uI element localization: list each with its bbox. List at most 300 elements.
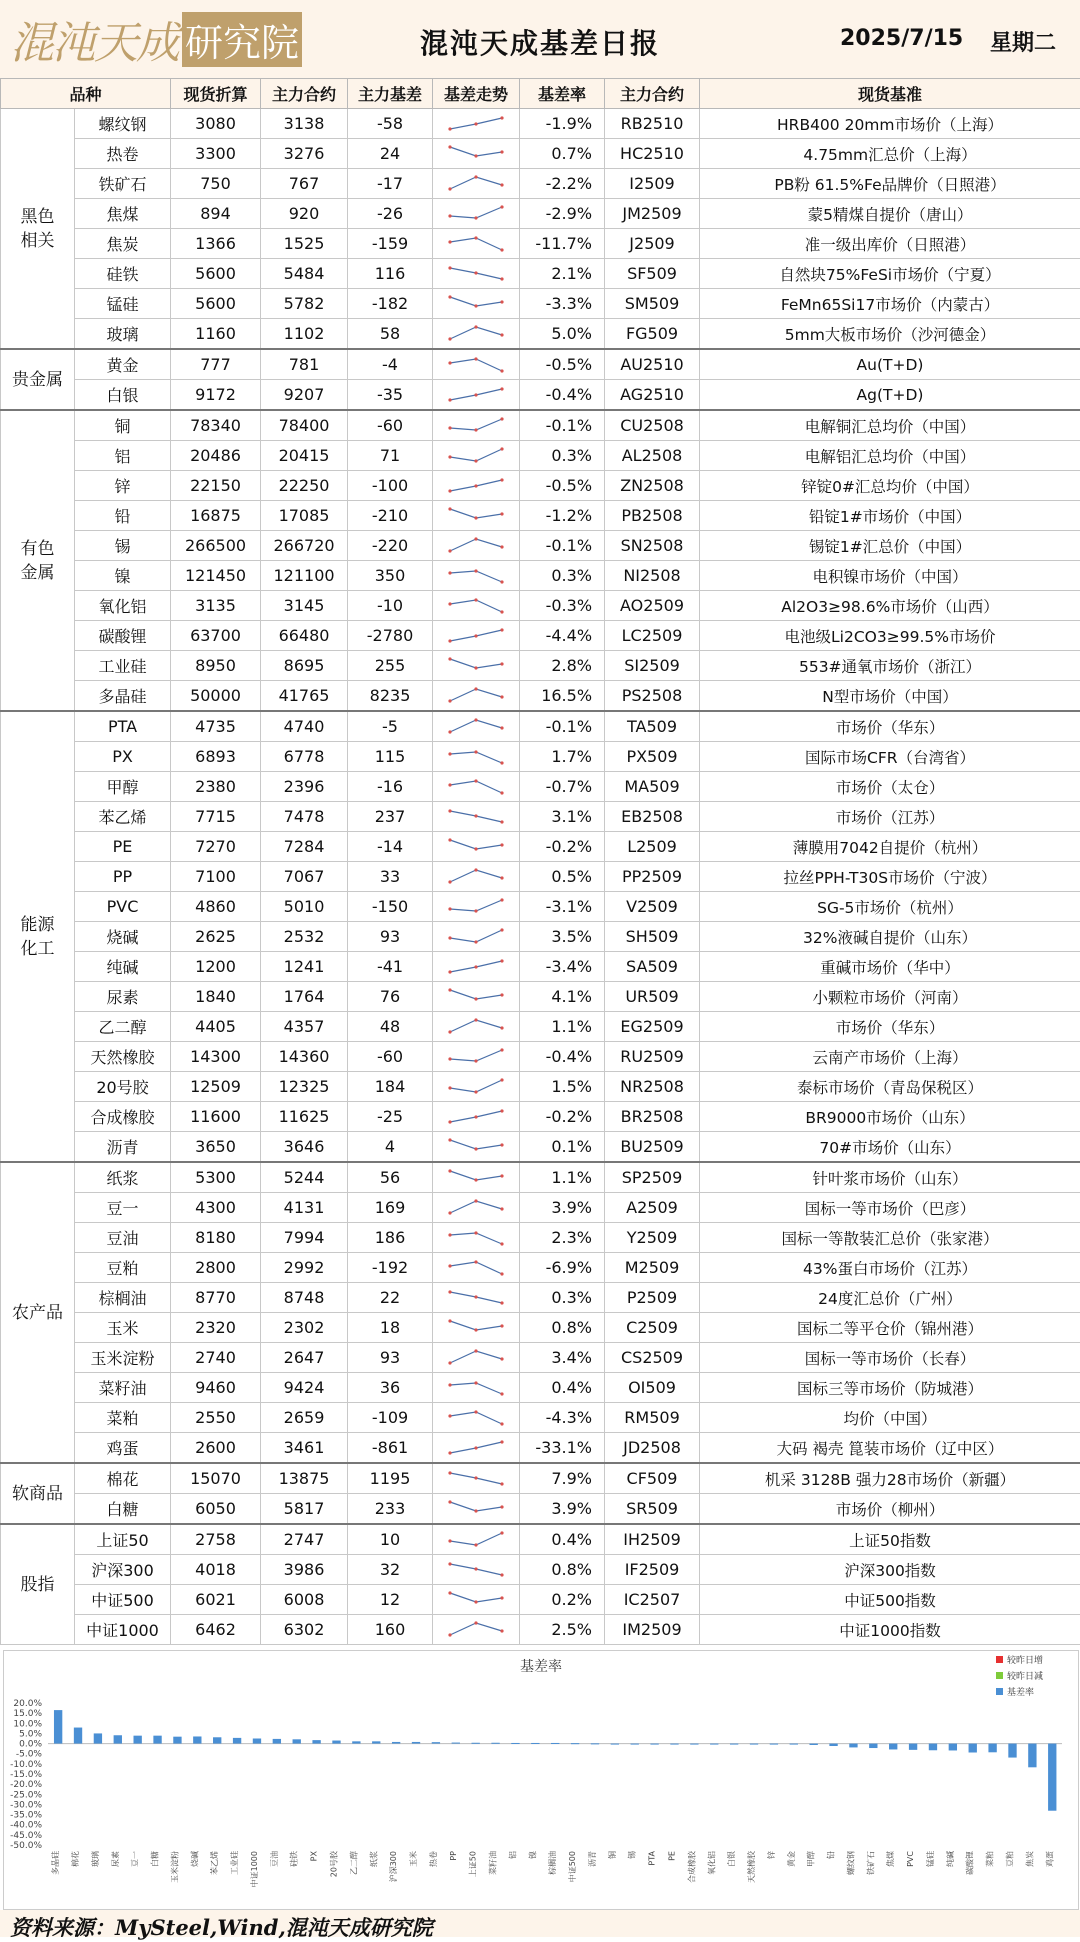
contract-price-cell: 781 — [261, 349, 348, 380]
sparkline-point — [500, 928, 503, 931]
basis-trend-cell — [433, 651, 520, 681]
spot-price-cell: 11600 — [171, 1102, 261, 1132]
spot-price-cell: 3300 — [171, 139, 261, 169]
basis-trend-sparkline — [446, 354, 506, 376]
variety-cell: 铜 — [75, 410, 171, 441]
bar-basis-rate — [452, 1743, 460, 1744]
basis-trend-cell — [433, 922, 520, 952]
sparkline-point — [448, 240, 451, 243]
basis-rate-cell: -0.2% — [520, 1102, 605, 1132]
variety-cell: 中证1000 — [75, 1615, 171, 1645]
basis-rate-cell: -0.7% — [520, 772, 605, 802]
contract-price-cell: 5484 — [261, 259, 348, 289]
sparkline-point — [448, 639, 451, 642]
contract-price-cell: 41765 — [261, 681, 348, 712]
bar-basis-rate — [1008, 1744, 1016, 1758]
basis-cell: 48 — [348, 1012, 433, 1042]
spot-price-cell: 5600 — [171, 259, 261, 289]
basis-trend-sparkline — [446, 143, 506, 165]
x-tick-label: 棕榈油 — [547, 1851, 557, 1875]
spot-benchmark-cell: Au(T+D) — [700, 349, 1080, 380]
spot-benchmark-cell: 针叶浆市场价（山东） — [700, 1162, 1080, 1193]
basis-rate-cell: 1.1% — [520, 1012, 605, 1042]
sparkline-point — [474, 1328, 477, 1331]
bar-basis-rate — [650, 1744, 658, 1745]
variety-cell: 铅 — [75, 501, 171, 531]
sparkline-point — [448, 361, 451, 364]
table-row — [1, 772, 1080, 802]
variety-cell: 碳酸锂 — [75, 621, 171, 651]
basis-cell: 56 — [348, 1162, 433, 1193]
contract-code-cell: SH509 — [605, 922, 700, 952]
spot-benchmark-cell: Al2O3≥98.6%市场价（山西） — [700, 591, 1080, 621]
basis-trend-sparkline — [446, 655, 506, 677]
variety-cell: 黄金 — [75, 349, 171, 380]
data-source: 资料来源：MySteel,Wind,混沌天成研究院 — [10, 1912, 433, 1942]
basis-cell: 237 — [348, 802, 433, 832]
table-row — [1, 139, 1080, 169]
spot-benchmark-cell: 锌锭0#汇总均价（中国） — [700, 471, 1080, 501]
x-tick-label: 氧化铝 — [706, 1851, 716, 1875]
sparkline-line — [450, 1383, 502, 1394]
bar-basis-rate — [790, 1744, 798, 1745]
contract-price-cell: 6302 — [261, 1615, 348, 1645]
basis-rate-cell: -4.3% — [520, 1403, 605, 1433]
spot-price-cell: 2380 — [171, 772, 261, 802]
basis-trend-cell — [433, 1132, 520, 1163]
bar-basis-rate — [233, 1738, 241, 1744]
basis-trend-sparkline — [446, 113, 506, 135]
bar-basis-rate — [193, 1736, 201, 1743]
spot-price-cell: 2758 — [171, 1524, 261, 1555]
sparkline-point — [474, 1509, 477, 1512]
sparkline-point — [448, 752, 451, 755]
spot-price-cell: 4300 — [171, 1193, 261, 1223]
basis-cell: -109 — [348, 1403, 433, 1433]
sparkline-point — [500, 1048, 503, 1051]
variety-cell: 白银 — [75, 380, 171, 411]
basis-rate-cell: 4.1% — [520, 982, 605, 1012]
sparkline-point — [500, 1422, 503, 1425]
bar-basis-rate — [491, 1743, 499, 1744]
report-date: 2025/7/15 — [840, 26, 963, 51]
x-tick-label: PX — [310, 1850, 319, 1861]
col-header-main-basis: 主力基差 — [348, 79, 433, 109]
table-row — [1, 319, 1080, 350]
basis-trend-cell — [433, 1615, 520, 1645]
basis-cell: 115 — [348, 742, 433, 772]
table-row — [1, 1615, 1080, 1645]
basis-rate-cell: 3.4% — [520, 1343, 605, 1373]
spot-benchmark-cell: 电积镍市场价（中国） — [700, 561, 1080, 591]
sparkline-point — [448, 398, 451, 401]
bar-basis-rate — [611, 1744, 619, 1745]
x-tick-label: 豆油 — [269, 1851, 279, 1867]
bar-basis-rate — [54, 1710, 62, 1743]
sparkline-point — [448, 1414, 451, 1417]
contract-code-cell: M2509 — [605, 1253, 700, 1283]
group-label: 能源 化工 — [1, 711, 75, 1162]
sparkline-line — [450, 419, 502, 430]
contract-price-cell: 920 — [261, 199, 348, 229]
basis-cell: 350 — [348, 561, 433, 591]
basis-trend-sparkline — [446, 956, 506, 978]
sparkline-point — [500, 277, 503, 280]
contract-price-cell: 1241 — [261, 952, 348, 982]
spot-price-cell: 8180 — [171, 1223, 261, 1253]
spot-price-cell: 22150 — [171, 471, 261, 501]
x-tick-label: 沪深300 — [388, 1851, 398, 1882]
basis-rate-cell: -6.9% — [520, 1253, 605, 1283]
spot-benchmark-cell: 自然块75%FeSi市场价（宁夏） — [700, 259, 1080, 289]
contract-code-cell: OI509 — [605, 1373, 700, 1403]
bar-basis-rate — [1048, 1744, 1056, 1811]
sparkline-point — [500, 791, 503, 794]
x-tick-label: 甲醇 — [806, 1851, 816, 1867]
spot-benchmark-cell: 国标一等市场价（长春） — [700, 1343, 1080, 1373]
contract-code-cell: FG509 — [605, 319, 700, 350]
basis-cell: 8235 — [348, 681, 433, 712]
spot-benchmark-cell: 云南产市场价（上海） — [700, 1042, 1080, 1072]
y-tick-label: 0.0% — [19, 1740, 42, 1750]
basis-trend-cell — [433, 349, 520, 380]
bar-basis-rate — [94, 1733, 102, 1743]
basis-trend-cell — [433, 199, 520, 229]
sparkline-point — [500, 1324, 503, 1327]
variety-cell: 白糖 — [75, 1494, 171, 1525]
basis-cell: -16 — [348, 772, 433, 802]
basis-trend-sparkline — [446, 836, 506, 858]
table-row — [1, 561, 1080, 591]
legend-swatch — [996, 1672, 1003, 1679]
spot-benchmark-cell: 4.75mm汇总价（上海） — [700, 139, 1080, 169]
sparkline-point — [448, 489, 451, 492]
basis-trend-sparkline — [446, 1619, 506, 1641]
basis-trend-cell — [433, 772, 520, 802]
spot-price-cell: 266500 — [171, 531, 261, 561]
spot-price-cell: 9460 — [171, 1373, 261, 1403]
sparkline-point — [500, 628, 503, 631]
variety-cell: 锌 — [75, 471, 171, 501]
basis-cell: -4 — [348, 349, 433, 380]
basis-rate-cell: -1.2% — [520, 501, 605, 531]
contract-price-cell: 2532 — [261, 922, 348, 952]
table-row — [1, 1313, 1080, 1343]
basis-cell: 1195 — [348, 1463, 433, 1494]
basis-trend-sparkline — [446, 776, 506, 798]
variety-cell: 玻璃 — [75, 319, 171, 350]
contract-price-cell: 121100 — [261, 561, 348, 591]
variety-cell: 苯乙烯 — [75, 802, 171, 832]
table-row — [1, 1555, 1080, 1585]
basis-cell: -861 — [348, 1433, 433, 1464]
sparkline-point — [500, 387, 503, 390]
basis-trend-cell — [433, 410, 520, 441]
basis-rate-cell: 2.3% — [520, 1223, 605, 1253]
bar-basis-rate — [312, 1740, 320, 1743]
sparkline-point — [500, 333, 503, 336]
contract-code-cell: J2509 — [605, 229, 700, 259]
basis-trend-sparkline — [446, 866, 506, 888]
sparkline-point — [474, 940, 477, 943]
y-tick-label: -25.0% — [10, 1790, 42, 1800]
sparkline-point — [448, 214, 451, 217]
basis-trend-sparkline — [446, 233, 506, 255]
sparkline-point — [448, 426, 451, 429]
variety-cell: 多晶硅 — [75, 681, 171, 712]
sparkline-line — [450, 930, 502, 942]
sparkline-line — [450, 1233, 502, 1244]
contract-code-cell: IH2509 — [605, 1524, 700, 1555]
variety-cell: 玉米淀粉 — [75, 1343, 171, 1373]
basis-trend-cell — [433, 982, 520, 1012]
bar-basis-rate — [770, 1744, 778, 1745]
bar-basis-rate — [750, 1744, 758, 1745]
group-label: 股指 — [1, 1524, 75, 1645]
contract-code-cell: EG2509 — [605, 1012, 700, 1042]
basis-trend-sparkline — [446, 1529, 506, 1551]
basis-trend-sparkline — [446, 293, 506, 315]
spot-benchmark-cell: 市场价（柳州） — [700, 1494, 1080, 1525]
group-label: 有色 金属 — [1, 410, 75, 711]
bar-basis-rate — [372, 1741, 380, 1743]
spot-benchmark-cell: 均价（中国） — [700, 1403, 1080, 1433]
basis-cell: 71 — [348, 441, 433, 471]
bar-basis-rate — [332, 1741, 340, 1744]
sparkline-point — [474, 459, 477, 462]
contract-price-cell: 7478 — [261, 802, 348, 832]
y-tick-label: -30.0% — [10, 1800, 42, 1810]
x-tick-label: 黄金 — [786, 1851, 796, 1867]
basis-trend-sparkline — [446, 1046, 506, 1068]
sparkline-point — [448, 783, 451, 786]
x-tick-label: 纯碱 — [945, 1851, 955, 1867]
basis-cell: -220 — [348, 531, 433, 561]
sparkline-point — [474, 1349, 477, 1352]
basis-cell: 32 — [348, 1555, 433, 1585]
variety-cell: 菜籽油 — [75, 1373, 171, 1403]
variety-cell: 棉花 — [75, 1463, 171, 1494]
legend-label: 较昨日减 — [1007, 1670, 1043, 1682]
chart-title: 基差率 — [520, 1658, 562, 1675]
basis-trend-sparkline — [446, 1498, 506, 1520]
sparkline-point — [448, 1633, 451, 1636]
table-row — [1, 410, 1080, 441]
sparkline-point — [474, 357, 477, 360]
contract-price-cell: 20415 — [261, 441, 348, 471]
basis-cell: 186 — [348, 1223, 433, 1253]
basis-cell: -10 — [348, 591, 433, 621]
sparkline-point — [474, 909, 477, 912]
spot-price-cell: 2800 — [171, 1253, 261, 1283]
bar-basis-rate — [571, 1743, 579, 1744]
contract-code-cell: EB2508 — [605, 802, 700, 832]
basis-rate-cell: 3.5% — [520, 922, 605, 952]
bar-basis-rate — [293, 1739, 301, 1743]
spot-price-cell: 7715 — [171, 802, 261, 832]
bar-basis-rate — [531, 1743, 539, 1744]
table-header-row — [1, 79, 1080, 109]
spot-price-cell: 3135 — [171, 591, 261, 621]
x-tick-label: 锌 — [766, 1851, 776, 1859]
col-header-main-contract: 主力合约 — [605, 79, 700, 109]
sparkline-point — [448, 988, 451, 991]
basis-rate-cell: -33.1% — [520, 1433, 605, 1464]
basis-trend-sparkline — [446, 384, 506, 406]
spot-price-cell: 1160 — [171, 319, 261, 350]
basis-trend-cell — [433, 109, 520, 139]
contract-code-cell: SI2509 — [605, 651, 700, 681]
spot-price-cell: 4405 — [171, 1012, 261, 1042]
contract-price-cell: 17085 — [261, 501, 348, 531]
contract-code-cell: CF509 — [605, 1463, 700, 1494]
basis-trend-cell — [433, 229, 520, 259]
contract-code-cell: NI2508 — [605, 561, 700, 591]
table-row — [1, 1132, 1080, 1163]
basis-cell: -100 — [348, 471, 433, 501]
basis-cell: -2780 — [348, 621, 433, 651]
col-header-basis-rate: 基差率 — [520, 79, 605, 109]
x-tick-label: 菜籽油 — [488, 1851, 498, 1875]
x-tick-label: 天然橡胶 — [746, 1850, 756, 1883]
spot-benchmark-cell: 电池级Li2CO3≥99.5%市场价 — [700, 621, 1080, 651]
sparkline-point — [448, 1233, 451, 1236]
basis-trend-cell — [433, 1403, 520, 1433]
sparkline-point — [474, 965, 477, 968]
contract-code-cell: Y2509 — [605, 1223, 700, 1253]
sparkline-point — [474, 847, 477, 850]
sparkline-point — [500, 1440, 503, 1443]
x-tick-label: 棉花 — [70, 1851, 80, 1867]
basis-rate-cell: 5.0% — [520, 319, 605, 350]
sparkline-point — [474, 814, 477, 817]
variety-cell: 纸浆 — [75, 1162, 171, 1193]
y-tick-label: -15.0% — [10, 1770, 42, 1780]
contract-price-cell: 2992 — [261, 1253, 348, 1283]
sparkline-point — [448, 809, 451, 812]
basis-rate-cell: 2.1% — [520, 259, 605, 289]
spot-benchmark-cell: 中证1000指数 — [700, 1615, 1080, 1645]
bar-basis-rate — [153, 1736, 161, 1744]
variety-cell: 豆一 — [75, 1193, 171, 1223]
x-tick-label: 多晶硅 — [50, 1851, 60, 1875]
spot-price-cell: 14300 — [171, 1042, 261, 1072]
basis-rate-cell: 1.1% — [520, 1162, 605, 1193]
sparkline-point — [448, 266, 451, 269]
spot-benchmark-cell: 国际市场CFR（台湾省） — [700, 742, 1080, 772]
x-tick-label: 白糖 — [150, 1851, 160, 1867]
basis-rate-cell: -0.2% — [520, 832, 605, 862]
sparkline-point — [448, 1290, 451, 1293]
basis-rate-cell: 0.5% — [520, 862, 605, 892]
contract-price-cell: 3276 — [261, 139, 348, 169]
contract-price-cell: 2302 — [261, 1313, 348, 1343]
basis-trend-sparkline — [446, 1016, 506, 1038]
basis-rate-cell: -3.1% — [520, 892, 605, 922]
x-tick-label: 中证1000 — [249, 1851, 259, 1887]
sparkline-point — [448, 1138, 451, 1141]
variety-cell: 沪深300 — [75, 1555, 171, 1585]
variety-cell: 烧碱 — [75, 922, 171, 952]
basis-cell: 160 — [348, 1615, 433, 1645]
basis-trend-sparkline — [446, 1468, 506, 1490]
sparkline-line — [450, 238, 502, 250]
basis-trend-cell — [433, 892, 520, 922]
basis-trend-cell — [433, 319, 520, 350]
table-row — [1, 922, 1080, 952]
basis-cell: 76 — [348, 982, 433, 1012]
x-tick-label: 锰硅 — [925, 1851, 935, 1867]
sparkline-point — [500, 993, 503, 996]
sparkline-point — [500, 150, 503, 153]
basis-rate-cell: -4.4% — [520, 621, 605, 651]
spot-price-cell: 7270 — [171, 832, 261, 862]
sparkline-point — [474, 1018, 477, 1021]
sparkline-point — [474, 1115, 477, 1118]
bar-basis-rate — [133, 1736, 141, 1744]
contract-code-cell: UR509 — [605, 982, 700, 1012]
x-tick-label: 玉米淀粉 — [169, 1851, 179, 1883]
spot-price-cell: 50000 — [171, 681, 261, 712]
bar-basis-rate — [969, 1744, 977, 1753]
sparkline-line — [450, 359, 502, 371]
variety-cell: 焦炭 — [75, 229, 171, 259]
spot-price-cell: 6050 — [171, 1494, 261, 1525]
table-row — [1, 1193, 1080, 1223]
basis-cell: -60 — [348, 410, 433, 441]
variety-cell: 纯碱 — [75, 952, 171, 982]
sparkline-point — [474, 997, 477, 1000]
basis-cell: 255 — [348, 651, 433, 681]
basis-trend-cell — [433, 1524, 520, 1555]
bar-basis-rate — [1028, 1744, 1036, 1768]
basis-trend-sparkline — [446, 535, 506, 557]
sparkline-point — [448, 602, 451, 605]
contract-code-cell: I2509 — [605, 169, 700, 199]
variety-cell: 镍 — [75, 561, 171, 591]
bar-basis-rate — [471, 1743, 479, 1744]
table-row — [1, 832, 1080, 862]
spot-benchmark-cell: 5mm大板市场价（沙河德金） — [700, 319, 1080, 350]
basis-trend-sparkline — [446, 1437, 506, 1459]
spot-price-cell: 121450 — [171, 561, 261, 591]
spot-benchmark-cell: 薄膜用7042自提价（杭州） — [700, 832, 1080, 862]
sparkline-point — [474, 1178, 477, 1181]
basis-trend-sparkline — [446, 323, 506, 345]
sparkline-point — [500, 1531, 503, 1534]
bar-basis-rate — [690, 1744, 698, 1745]
basis-rate-cell: 1.7% — [520, 742, 605, 772]
basis-cell: 4 — [348, 1132, 433, 1163]
basis-trend-sparkline — [446, 1287, 506, 1309]
basis-rate-cell: 7.9% — [520, 1463, 605, 1494]
basis-trend-sparkline — [446, 595, 506, 617]
sparkline-point — [448, 730, 451, 733]
spot-benchmark-cell: 铅锭1#市场价（中国） — [700, 501, 1080, 531]
contract-price-cell: 4740 — [261, 711, 348, 742]
spot-benchmark-cell: 拉丝PPH-T30S市场价（宁波） — [700, 862, 1080, 892]
basis-trend-sparkline — [446, 986, 506, 1008]
contract-price-cell: 266720 — [261, 531, 348, 561]
sparkline-point — [500, 726, 503, 729]
contract-price-cell: 78400 — [261, 410, 348, 441]
sparkline-point — [474, 687, 477, 690]
basis-cell: -210 — [348, 501, 433, 531]
table-row — [1, 380, 1080, 411]
bar-basis-rate — [114, 1735, 122, 1743]
sparkline-point — [500, 1392, 503, 1395]
contract-code-cell: AG2510 — [605, 380, 700, 411]
